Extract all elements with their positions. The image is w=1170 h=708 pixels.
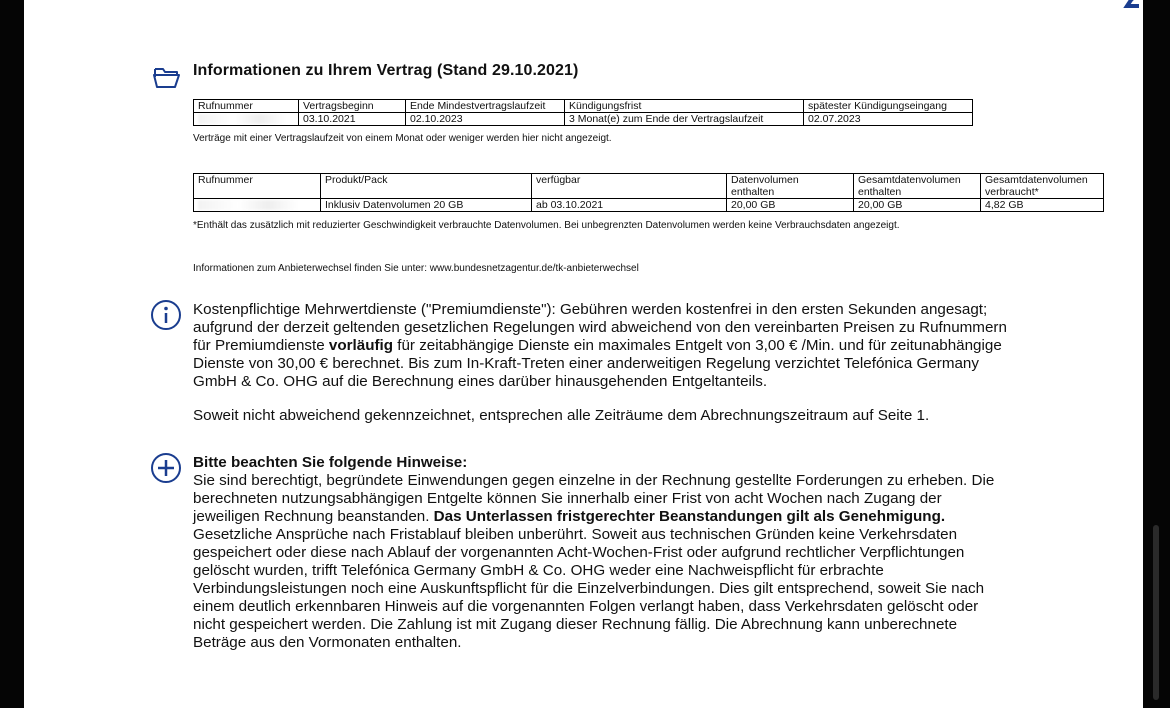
table-cell: 4,82 GB xyxy=(981,199,1104,212)
text-line: GmbH & Co. OHG auf die Berechnung eines darüber hinausgehenden Entgeltanteils. xyxy=(193,373,768,390)
text-line: Soweit nicht abweichend gekennzeichnet, entsprechen alle Zeiträume dem Abrechnungszeitraum auf Seite 1. xyxy=(193,407,930,424)
text-line: gespeichert oder diese nach Ablauf der vorgenannten Acht-Wochen-Frist oder aufgrund rechtlicher Verpflichtungen xyxy=(193,544,965,561)
contract-info-title: Informationen zu Ihrem Vertrag (Stand 29.10.2021) xyxy=(193,62,579,79)
table-header-cell: Datenvolumen enthalten xyxy=(727,174,854,199)
plus-circle-icon xyxy=(150,452,182,484)
table-header-cell: Gesamtdatenvolumen enthalten xyxy=(854,174,981,199)
text-line xyxy=(193,508,1113,526)
premium-services-paragraph xyxy=(193,301,1113,391)
table-row xyxy=(194,199,1104,212)
text-line: einem deutlich erkennbaren Hinweis auf die vorgenannten Folgen verlangt haben, dass Verkehrsdaten gelöscht oder xyxy=(193,598,979,615)
table-cell: 3 Monat(e) zum Ende der Vertragslaufzeit xyxy=(565,113,804,126)
table-header-cell: Rufnummer xyxy=(194,174,321,199)
vertical-scrollbar[interactable] xyxy=(1153,525,1159,700)
table-row xyxy=(194,113,973,126)
text-line: berechneten nutzungsabhängigen Entgelte können Sie innerhalb einer Frist von acht Wochen nach Zugang der xyxy=(193,490,942,507)
provider-change-info: Informationen zum Anbieterwechsel finden Sie unter: www.bundesnetzagentur.de/tk-anbieterwechsel xyxy=(193,263,639,274)
table-cell: ab 03.10.2021 xyxy=(532,199,727,212)
bold-text: Bitte beachten Sie folgende Hinweise: xyxy=(193,454,468,471)
viewer-left-edge xyxy=(0,0,24,708)
table-header-cell: Kündigungsfrist xyxy=(565,100,804,113)
hints-paragraph xyxy=(193,454,1113,652)
text-line: Sie sind berechtigt, begründete Einwendungen gegen einzelne in der Rechnung gestellte Forderungen zu erheben. Die xyxy=(193,472,995,489)
text-line xyxy=(193,337,1113,355)
bold-text: Das Unterlassen fristgerechter Beanstandungen gilt als Genehmigung. xyxy=(433,508,946,525)
document-page xyxy=(24,0,1143,708)
text-line: Kostenpflichtige Mehrwertdienste ("Premiumdienste"): Gebühren werden kostenfrei in den ersten Sekunden angesagt; xyxy=(193,301,988,318)
table-cell: 03.10.2021 xyxy=(299,113,406,126)
table-header-row xyxy=(194,100,973,113)
folder-icon xyxy=(152,63,182,89)
table-cell: 02.07.2023 xyxy=(804,113,973,126)
hints-heading xyxy=(193,454,1113,472)
bold-text: vorläufig xyxy=(328,337,394,354)
text-line: Beträge aus den Vormonaten enthalten. xyxy=(193,634,462,651)
text-line: aufgrund der derzeit geltenden gesetzlichen Regelungen wird abweichend von den vereinbarten Preisen zu Rufnummern xyxy=(193,319,1007,336)
table-header-row xyxy=(194,174,1104,199)
o2-logo-icon xyxy=(1089,0,1141,18)
table-header-cell: Ende Mindestvertragslaufzeit xyxy=(406,100,565,113)
text-run: jeweiligen Rechnung beanstanden. xyxy=(193,508,434,525)
table-header-cell: verfügbar xyxy=(532,174,727,199)
table-cell: Inklusiv Datenvolumen 20 GB xyxy=(321,199,532,212)
table-header-cell: Gesamtdatenvolumen verbraucht* xyxy=(981,174,1104,199)
table-cell: 20,00 GB xyxy=(727,199,854,212)
data-volume-footnote: *Enthält das zusätzlich mit reduzierter Geschwindigkeit verbrauchte Datenvolumen. Bei unbegrenzten Datenvolumen werden keine Verbrauchsdaten angezeigt. xyxy=(193,220,900,231)
table-header-cell: Vertragsbeginn xyxy=(299,100,406,113)
contract-note: Verträge mit einer Vertragslaufzeit von einem Monat oder weniger werden hier nicht angezeigt. xyxy=(193,133,612,144)
info-icon xyxy=(150,299,182,331)
table-header-cell: Rufnummer xyxy=(194,100,299,113)
text-line: gelöscht wurden, trifft Telefónica Germany GmbH & Co. OHG weder eine Nachweispflicht für erbrachte xyxy=(193,562,884,579)
text-line: Dienste von 30,00 € berechnet. Bis zum In-Kraft-Treten einer anderweitigen Regelung verzichtet Telefónica Germany xyxy=(193,355,979,372)
text-run: für zeitabhängige Dienste ein maximales Entgelt von 3,00 € /Min. und für zeitunabhängige xyxy=(393,337,1002,354)
phone-number-redacted xyxy=(194,113,299,126)
table-cell: 02.10.2023 xyxy=(406,113,565,126)
billing-period-paragraph xyxy=(193,407,1113,425)
text-run: für Premiumdienste xyxy=(193,337,329,354)
text-line: Verbindungsleistungen noch eine Auskunftspflicht für die Einzelverbindungen. Dies gilt entsprechend, soweit Sie nach xyxy=(193,580,985,597)
table-cell: 20,00 GB xyxy=(854,199,981,212)
table-header-cell: Produkt/Pack xyxy=(321,174,532,199)
phone-number-redacted xyxy=(194,199,321,212)
data-volume-table xyxy=(193,173,1104,212)
text-line: Gesetzliche Ansprüche nach Fristablauf bleiben unberührt. Soweit aus technischen Gründen keine Verkehrsdaten xyxy=(193,526,958,543)
contract-table xyxy=(193,99,973,126)
text-line: nicht gespeichert werden. Die Zahlung ist mit Zugang dieser Rechnung fällig. Die Abrechnung kann unberechnete xyxy=(193,616,958,633)
table-header-cell: spätester Kündigungseingang xyxy=(804,100,973,113)
